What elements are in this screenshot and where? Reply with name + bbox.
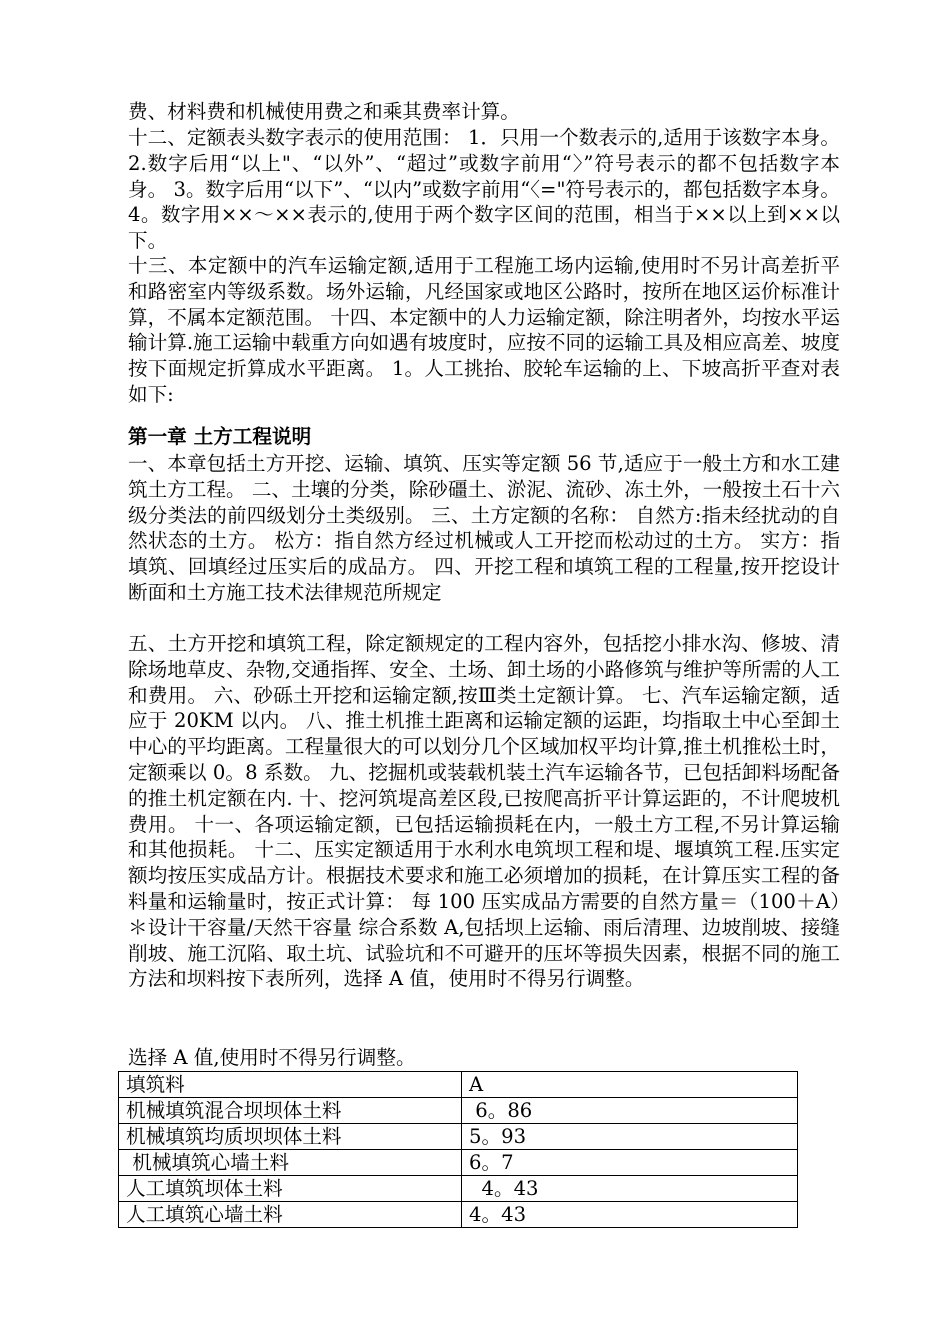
table-cell-value: 5。93	[462, 1124, 798, 1150]
paragraph-table-caption: 选择 A 值,使用时不得另行调整。	[128, 1046, 416, 1069]
coefficient-a-table	[118, 1071, 798, 1228]
table-cell-material: 机械填筑均质坝坝体土料	[119, 1124, 462, 1150]
paragraph-earthwork-scope: 一、本章包括土方开挖、运输、填筑、压实等定额 56 节,适应于一般土方和水工建筑土方工程。 二、土壤的分类，除砂礓土、淤泥、流砂、冻土外，一般按土石十六级分类法的前四级划分土类级别。 三、土方定额的名称： 自然方:指未经扰动的自然状态的土方。 松方：指自然方经过机械或人工开挖而松动过的土方。 实方：指填筑、回填经过压实后的成品方。 四、开挖工程和填筑工程的工程量,按开挖设计断面和土方施工技术法律规范所规定	[128, 452, 840, 604]
table-cell-material: 机械填筑心墙土料	[119, 1150, 462, 1176]
paragraph-number-range-rules: 十二、定额表头数字表示的使用范围： 1．只用一个数表示的,适用于该数字本身。 2.数字后用“以上"、“以外”、“超过”或数字前用“〉”符号表示的都不包括数字本身。 3。数字后用“以下”、“以内”或数字前用“〈="符号表示的，都包括数字本身。 4。数字用××～××表示的,使用于两个数字区间的范围，相当于××以上到××以下。	[128, 126, 840, 253]
table-header-row	[119, 1072, 798, 1098]
table-row	[119, 1176, 798, 1202]
table-cell-material: 机械填筑混合坝坝体土料	[119, 1098, 462, 1124]
table-header-cell: 填筑料	[119, 1072, 462, 1098]
table-cell-value: 6。86	[462, 1098, 798, 1124]
paragraph-transport-quota: 十三、本定额中的汽车运输定额,适用于工程施工场内运输,使用时不另计高差折平和路密室内等级系数。场外运输，凡经国家或地区公路时，按所在地区运价标准计算，不属本定额范围。 十四、本定额中的人力运输定额，除注明者外，均按水平运输计算.施工运输中载重方向如遇有坡度时，应按不同的运输工具及相应高差、坡度按下面规定折算成水平距离。 1。人工挑抬、胶轮车运输的上、下坡高折平查对表如下:	[128, 254, 840, 406]
table-row	[119, 1150, 798, 1176]
paragraph-earthwork-rules: 五、土方开挖和填筑工程，除定额规定的工程内容外，包括挖小排水沟、修坡、清除场地草皮、杂物,交通指挥、安全、土场、卸土场的小路修筑与维护等所需的人工和费用。 六、砂砾土开挖和运输定额,按Ⅲ类土定额计算。 七、汽车运输定额，适应于 20KM 以内。 八、推土机推土距离和运输定额的运距，均指取土中心至卸土中心的平均距离。工程量很大的可以划分几个区域加权平均计算,推土机推松土时，定额乘以 0。8 系数。 九、挖掘机或装载机装土汽车运输各节，已包括卸料场配备的推土机定额在内. 十、挖河筑堤高差区段,已按爬高折平计算运距的，不计爬坡机费用。 十一、各项运输定额，已包括运输损耗在内，一般土方工程,不另计算运输和其他损耗。 十二、压实定额适用于水利水电筑坝工程和堤、堰填筑工程.压实定额均按压实成品方计。根据技术要求和施工必须增加的损耗，在计算压实工程的备料量和运输量时，按正式计算： 每 100 压实成品方需要的自然方量＝（100＋A）＊设计干容量/天然干容量 综合系数 A,包括坝上运输、雨后清理、边坡削坡、接缝削坡、施工沉陷、取土坑、试验坑和不可避开的压坏等损失因素，根据不同的施工方法和坝料按下表所列，选择 A 值，使用时不得另行调整。	[128, 632, 840, 991]
table-row	[119, 1202, 798, 1228]
paragraph-fee-calculation: 费、材料费和机械使用费之和乘其费率计算。	[128, 100, 520, 123]
table-cell-value: 4。43	[462, 1202, 798, 1228]
table-cell-value: 4。43	[462, 1176, 798, 1202]
chapter-heading: 第一章 土方工程说明	[128, 425, 312, 448]
table-row	[119, 1124, 798, 1150]
table-cell-material: 人工填筑心墙土料	[119, 1202, 462, 1228]
table-header-cell: A	[462, 1072, 798, 1098]
table-cell-material: 人工填筑坝体土料	[119, 1176, 462, 1202]
table-cell-value: 6。7	[462, 1150, 798, 1176]
table-row	[119, 1098, 798, 1124]
